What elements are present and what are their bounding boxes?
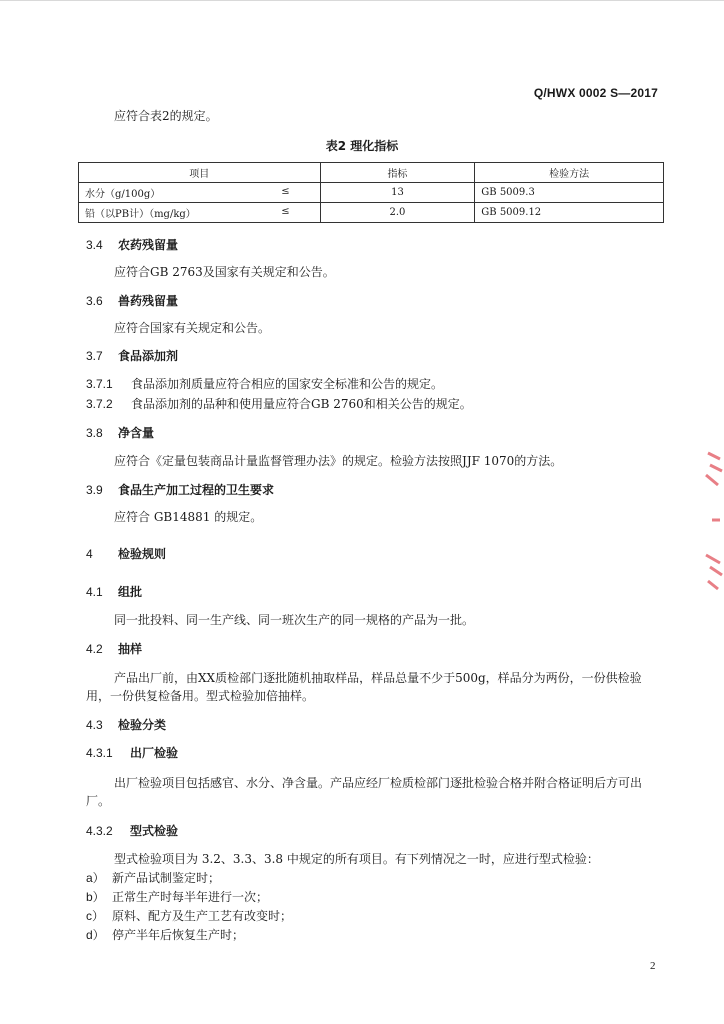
section-title: 检验分类 [118, 718, 167, 732]
operator: ≤ [281, 186, 290, 197]
cell-method: GB 5009.12 [475, 203, 664, 223]
section-heading [86, 481, 274, 499]
section-body: 应符合国家有关规定和公告。 [114, 321, 271, 335]
section-body: 出厂检验项目包括感官、水分、净含量。产品应经厂检质检部门逐批检验合格并附合格证明后方可出厂。 [86, 776, 643, 808]
section-number: 3.8 [86, 426, 103, 440]
subsection-text: 食品添加剂的品种和使用量应符合GB 2760和相关公告的规定。 [131, 397, 472, 411]
physicochemical-table [78, 162, 664, 223]
section-body: 应符合GB 2763及国家有关规定和公告。 [114, 265, 335, 279]
subsection-text: 食品添加剂质量应符合相应的国家安全标准和公告的规定。 [131, 377, 444, 391]
section-body: 同一批投料、同一生产线、同一班次生产的同一规格的产品为一批。 [114, 613, 475, 627]
operator: ≤ [281, 206, 290, 217]
list-label: b） [86, 890, 105, 904]
section-number: 4 [86, 547, 93, 561]
list-text: 正常生产时每半年进行一次； [112, 890, 269, 904]
list-item [86, 888, 268, 906]
section-heading [86, 236, 178, 254]
section-title: 检验规则 [118, 547, 167, 561]
list-text: 停产半年后恢复生产时； [112, 928, 245, 942]
section-heading [86, 347, 178, 365]
list-label: c） [86, 909, 105, 923]
cell-item [79, 183, 321, 203]
section-number: 4.3.1 [86, 746, 113, 760]
section-body: 应符合 GB14881 的规定。 [114, 510, 263, 524]
seal-stamp-fragment [700, 445, 724, 595]
section-title: 食品添加剂 [118, 349, 179, 363]
list-text: 原料、配方及生产工艺有改变时； [112, 909, 293, 923]
section-number: 3.4 [86, 238, 103, 252]
section-number: 4.2 [86, 642, 103, 656]
section-heading [86, 716, 166, 734]
section-title: 净含量 [118, 426, 155, 440]
section-title: 抽样 [118, 642, 143, 656]
section-title: 型式检验 [130, 824, 179, 838]
list-label: a） [86, 871, 105, 885]
section-title: 食品生产加工过程的卫生要求 [118, 483, 275, 497]
table-header-row [79, 163, 664, 183]
cell-value: 2.0 [320, 203, 475, 223]
section-number: 3.7 [86, 349, 103, 363]
chapter-heading [86, 545, 166, 563]
section-title: 组批 [118, 585, 143, 599]
table-row [79, 183, 664, 203]
subsection-number: 3.7.2 [86, 397, 113, 411]
cell-value: 13 [320, 183, 475, 203]
cell-method: GB 5009.3 [475, 183, 664, 203]
section-heading [86, 744, 178, 762]
header-value: 指标 [320, 163, 475, 183]
section-heading [86, 583, 142, 601]
section-body: 产品出厂前，由XX质检部门逐批随机抽取样品，样品总量不少于500g，样品分为两份，一份供检验用，一份供复检备用。型式检验加倍抽样。 [86, 671, 642, 703]
section-number: 4.3 [86, 718, 103, 732]
list-item [86, 926, 244, 944]
standard-code: Q/HWX 0002 S—2017 [533, 86, 658, 100]
list-label: d） [86, 928, 105, 942]
section-number: 3.6 [86, 294, 103, 308]
table-row [79, 203, 664, 223]
section-heading [86, 424, 154, 442]
section-heading [86, 640, 142, 658]
intro-text: 应符合表2的规定。 [114, 109, 218, 123]
page-number: 2 [650, 960, 656, 972]
section-title: 兽药残留量 [118, 294, 179, 308]
header-method: 检验方法 [475, 163, 664, 183]
section-heading [86, 822, 178, 840]
page-top-edge [0, 0, 724, 1]
header-item: 项目 [79, 163, 321, 183]
section-title: 农药残留量 [118, 238, 179, 252]
section-number: 4.3.2 [86, 824, 113, 838]
section-number: 3.9 [86, 483, 103, 497]
table-caption: 表2 理化指标 [325, 139, 399, 153]
list-text: 新产品试制鉴定时； [112, 871, 221, 885]
list-item [86, 869, 220, 887]
subsection-line [86, 375, 443, 393]
item-label: 水分（g/100g） [85, 189, 161, 200]
list-item [86, 907, 292, 925]
subsection-number: 3.7.1 [86, 377, 113, 391]
section-body: 型式检验项目为 3.2、3.3、3.8 中规定的所有项目。有下列情况之一时，应进行型式检验： [114, 852, 599, 866]
section-number: 4.1 [86, 585, 103, 599]
section-title: 出厂检验 [130, 746, 179, 760]
item-label: 铅（以PB计）（mg/kg） [85, 209, 196, 220]
subsection-line [86, 395, 472, 413]
section-heading [86, 292, 178, 310]
cell-item [79, 203, 321, 223]
section-body: 应符合《定量包装商品计量监督管理办法》的规定。检验方法按照JJF 1070的方法。 [114, 454, 563, 468]
